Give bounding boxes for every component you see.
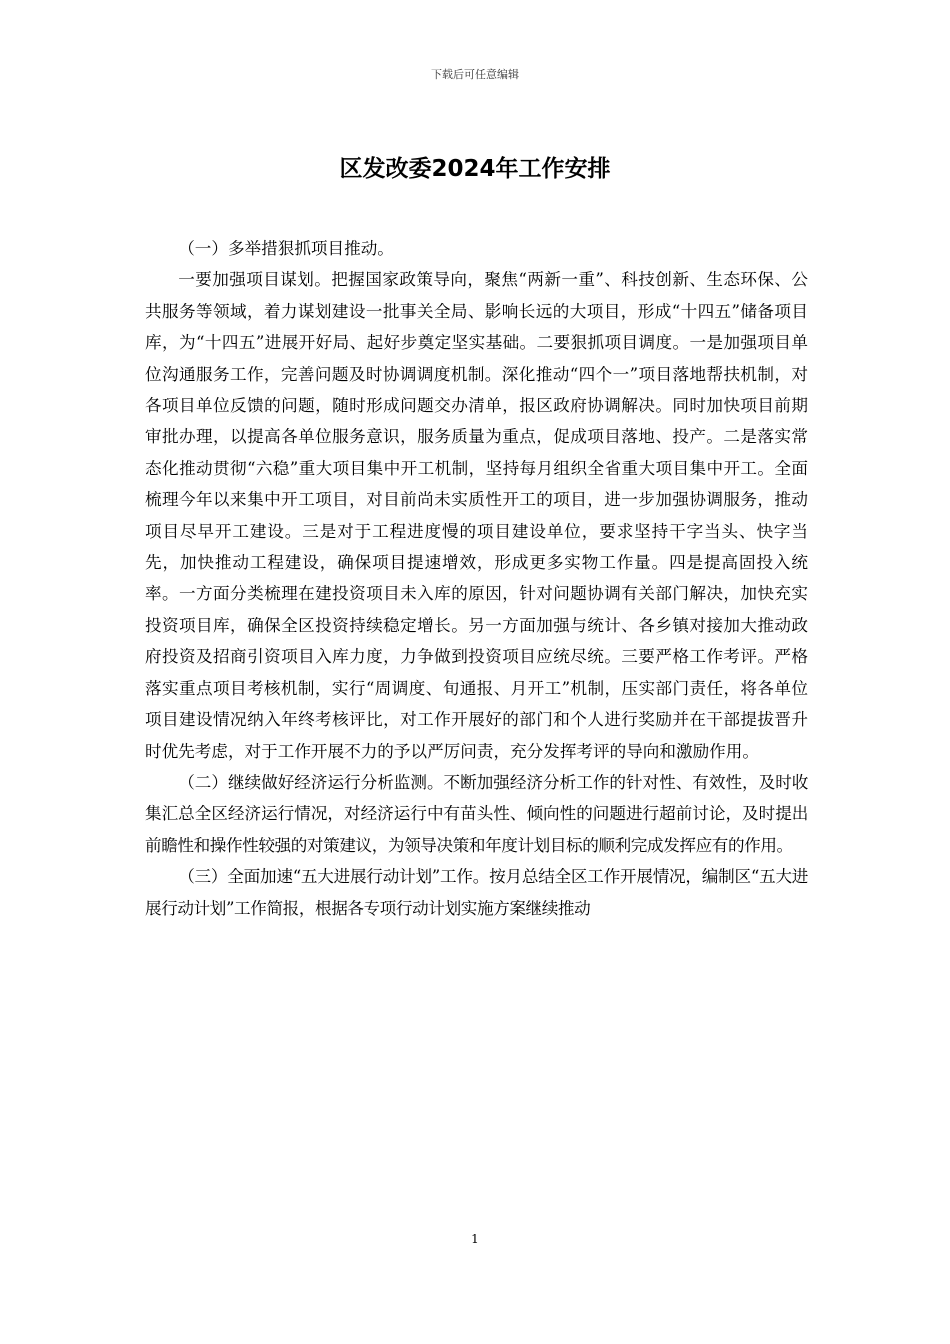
document-title: 区发改委2024年工作安排 [339, 156, 611, 182]
page-header: 下载后可任意编辑 [431, 68, 519, 81]
paragraph-1: （一）多举措狠抓项目推动。 [178, 239, 394, 258]
document-body [145, 233, 808, 924]
paragraph-2: 一要加强项目谋划。把握国家政策导向，聚焦“两新一重”、科技创新、生态环保、公共服务等领域，着力谋划建设一批事关全局、影响长远的大项目，形成“十四五”储备项目库，为“十四五”进展开好局、起好步奠定坚实基础。二要狠抓项目调度。一是加强项目单位沟通服务工作，完善问题及时协调调度机制。深化推动“四个一”项目落地帮扶机制，对各项目单位反馈的问题，随时形成问题交办清单，报区政府协调解决。同时加快项目前期审批办理，以提高各单位服务意识，服务质量为重点，促成项目落地、投产。二是落实常态化推动贯彻“六稳”重大项目集中开工机制，坚持每月组织全省重大项目集中开工。全面梳理今年以来集中开工项目，对目前尚未实质性开工的项目，进一步加强协调服务，推动项目尽早开工建设。三是对于工程进度慢的项目建设单位，要求坚持干字当头、快字当先，加快推动工程建设，确保项目提速增效，形成更多实物工作量。四是提高固投入统率。一方面分类梳理在建投资项目未入库的原因，针对问题协调有关部门解决，加快充实投资项目库，确保全区投资持续稳定增长。另一方面加强与统计、各乡镇对接加大推动政府投资及招商引资项目入库力度，力争做到投资项目应统尽统。三要严格工作考评。严格落实重点项目考核机制，实行“周调度、旬通报、月开工”机制，压实部门责任，将各单位项目建设情况纳入年终考核评比，对工作开展好的部门和个人进行奖励并在干部提拔晋升时优先考虑，对于工作开展不力的予以严厉问责，充分发挥考评的导向和激励作用。 [145, 270, 808, 761]
page-number: 1 [471, 1232, 479, 1246]
paragraph-3: （二）继续做好经济运行分析监测。不断加强经济分析工作的针对性、有效性，及时收集汇总全区经济运行情况，对经济运行中有苗头性、倾向性的问题进行超前讨论，及时提出前瞻性和操作性较强的对策建议，为领导决策和年度计划目标的顺利完成发挥应有的作用。 [145, 772, 808, 855]
paragraph-4: （三）全面加速“五大进展行动计划”工作。按月总结全区工作开展情况，编制区“五大进展行动计划”工作简报，根据各专项行动计划实施方案继续推动 [145, 867, 808, 918]
